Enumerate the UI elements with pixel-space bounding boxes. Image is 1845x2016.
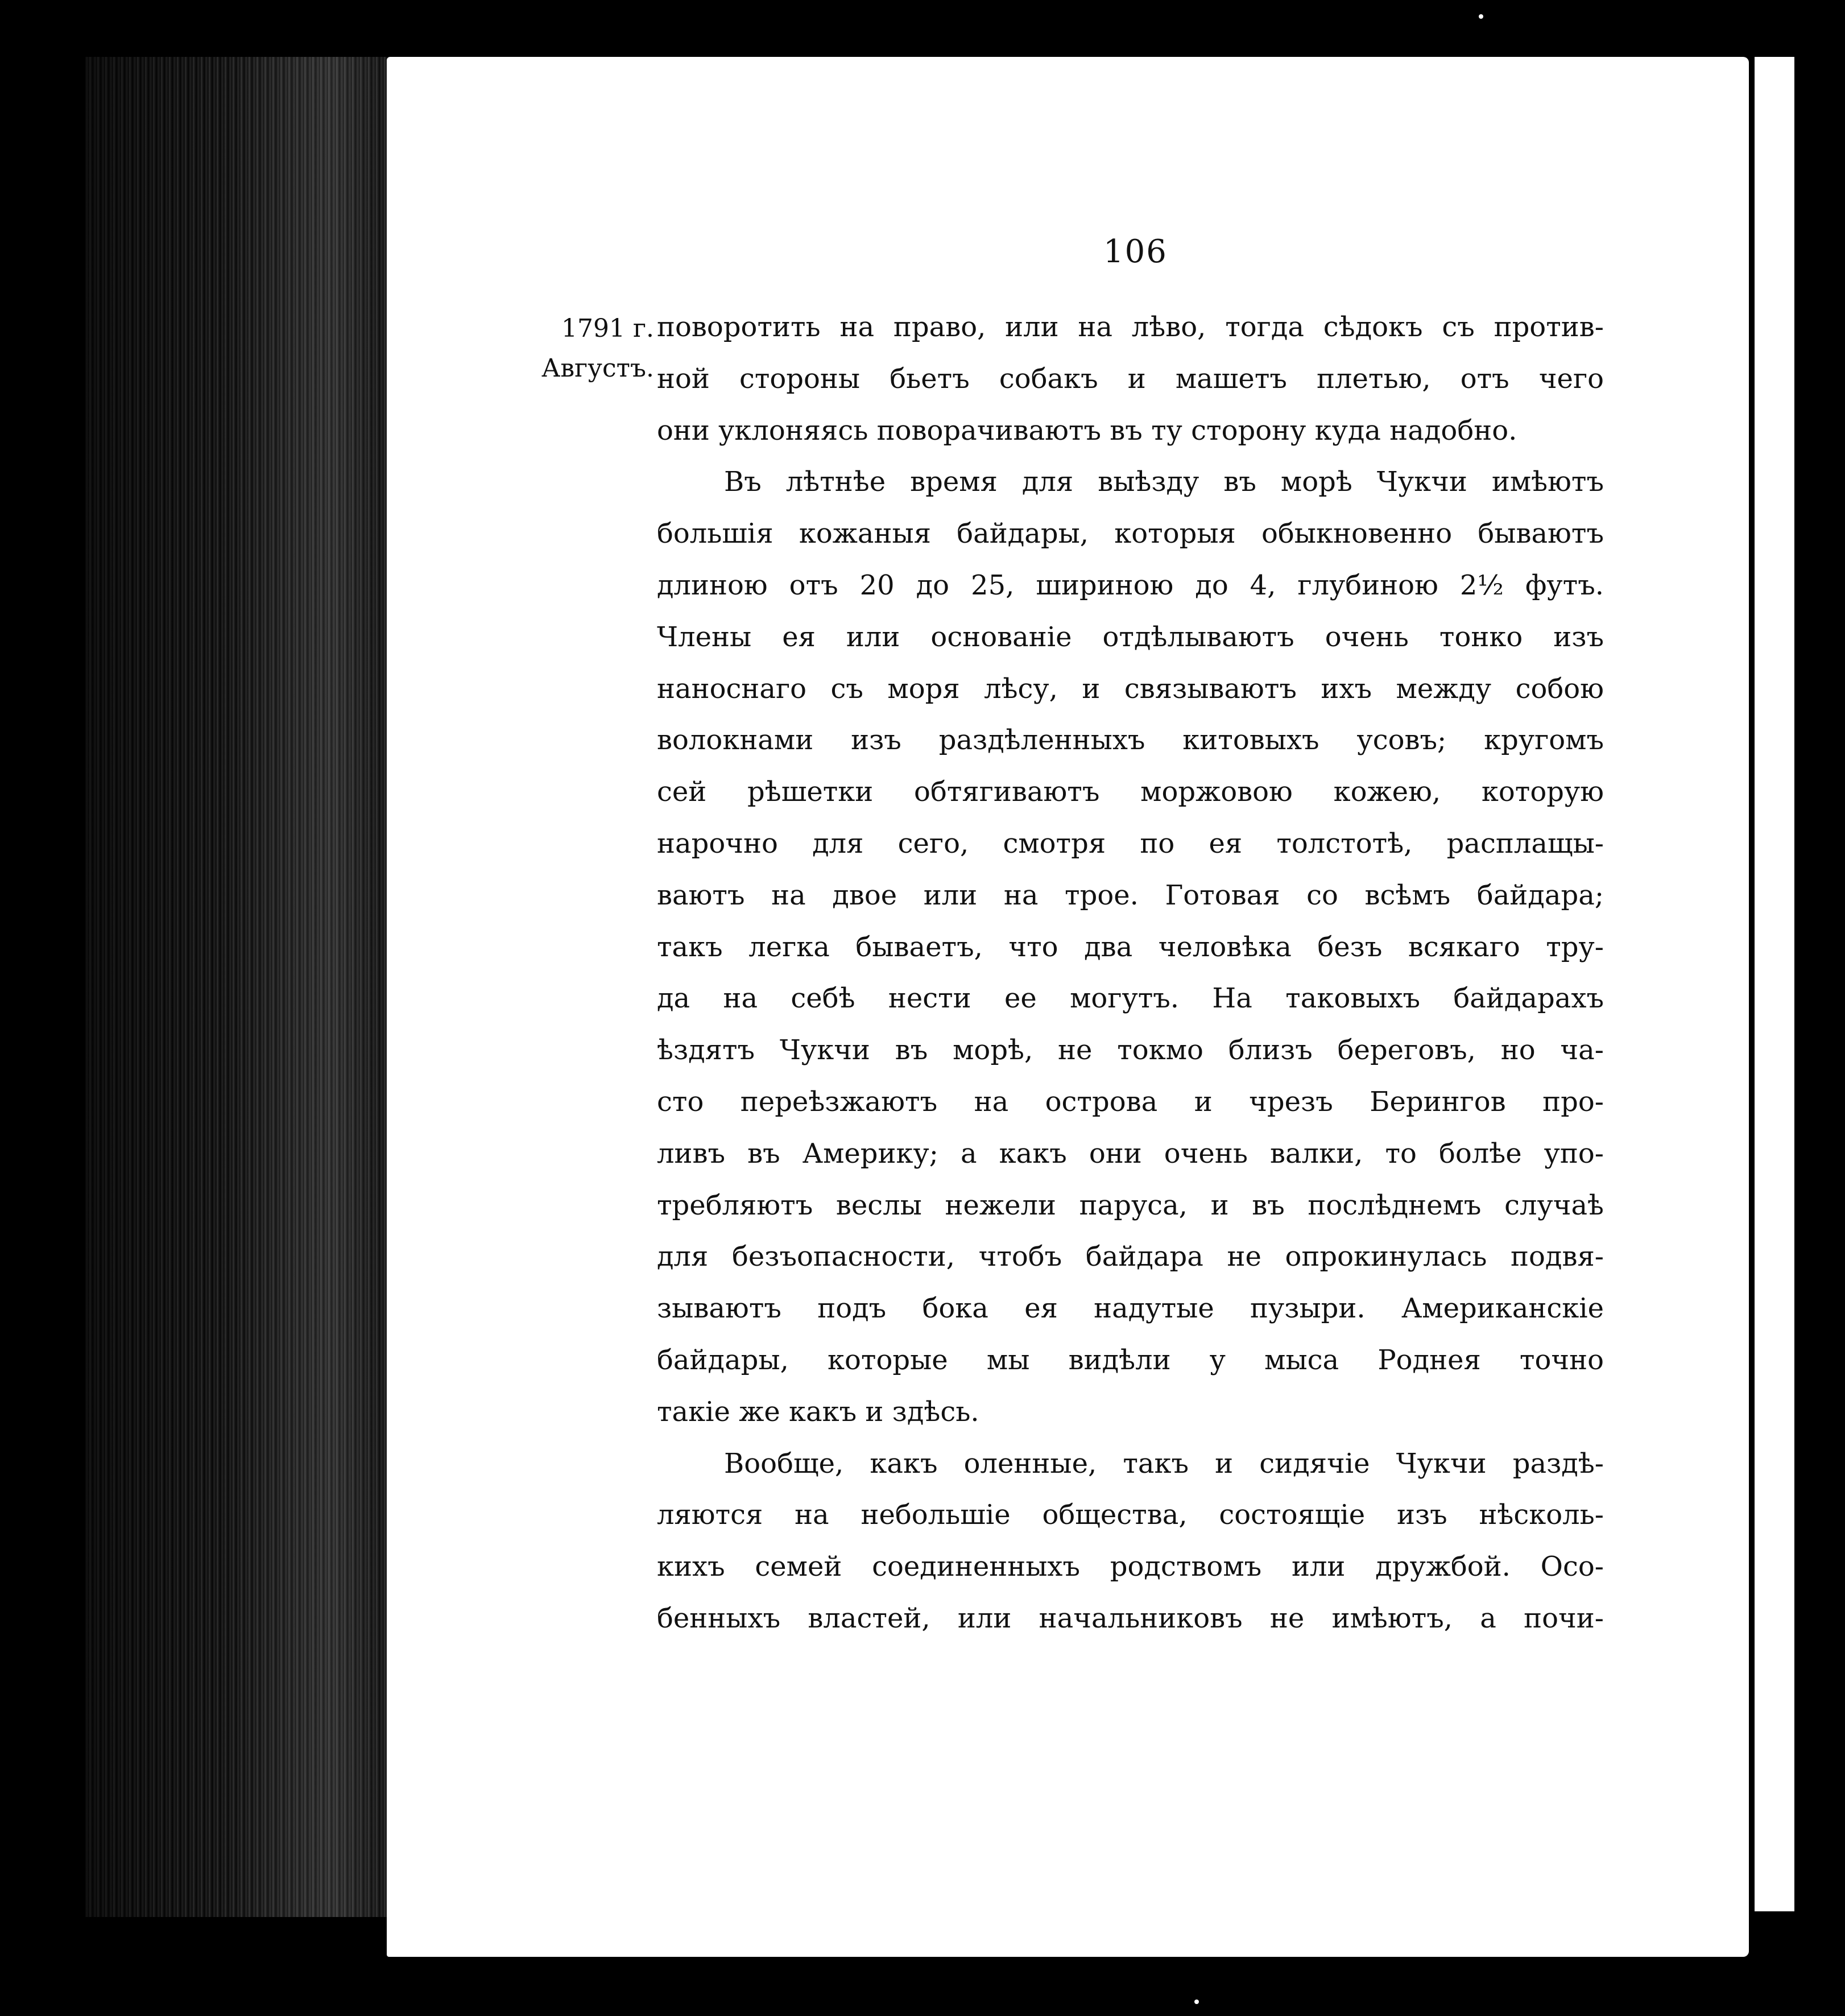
text-line: сто переѣзжаютъ на острова и чрезъ Берингов про-: [657, 1085, 1604, 1118]
text-line: нарочно для сего, смотря по ея толстотѣ, расплащы-: [657, 827, 1604, 860]
text-line: ѣздятъ Чукчи въ морѣ, не токмо близъ береговъ, но ча-: [657, 1034, 1604, 1067]
text-line: байдары, которые мы видѣли у мыса Роднея точно: [657, 1344, 1604, 1376]
text-line: поворотить на право, или на лѣво, тогда сѣдокъ съ против-: [657, 311, 1604, 343]
margin-note: [523, 309, 654, 389]
text-line: волокнами изъ раздѣленныхъ китовыхъ усовъ; кругомъ: [657, 724, 1604, 757]
text-line: ваютъ на двое или на трое. Готовая со всѣмъ байдара;: [657, 879, 1604, 911]
text-line: длиною отъ 20 до 25, шириною до 4, глубиною 2½ футъ.: [657, 569, 1604, 601]
text-line: зываютъ подъ бока ея надутые пузыри. Американскіе: [657, 1292, 1604, 1325]
text-line: бенныхъ властей, или начальниковъ не имѣютъ, а почи-: [657, 1602, 1604, 1634]
text-line: ливъ въ Америку; а какъ они очень валки, то болѣе упо-: [657, 1137, 1604, 1170]
scan-speck: [1194, 2000, 1199, 2004]
text-line: Вообще, какъ оленные, такъ и сидячіе Чукчи раздѣ-: [724, 1447, 1604, 1480]
margin-note-month: Августъ.: [541, 354, 654, 383]
scan-speck: [1479, 14, 1483, 19]
text-line: требляютъ веслы нежели паруса, и въ послѣднемъ случаѣ: [657, 1189, 1604, 1221]
body-text: [657, 301, 1604, 1645]
text-line: кихъ семей соединенныхъ родствомъ или дружбой. Осо-: [657, 1551, 1604, 1583]
text-line: такъ легка бываетъ, что два человѣка безъ всякаго тру-: [657, 931, 1604, 963]
text-line: для безъопасности, чтобъ байдара не опрокинулась подвя-: [657, 1241, 1604, 1273]
text-line: такіе же какъ и здѣсь.: [657, 1395, 979, 1428]
text-line: Члены ея или основаніе отдѣлываютъ очень тонко изъ: [657, 621, 1604, 653]
margin-note-year: 1791 г.: [561, 314, 654, 343]
page-number: 106: [1103, 233, 1168, 270]
text-line: да на себѣ нести ее могутъ. На таковыхъ байдарахъ: [657, 982, 1604, 1015]
text-line: Въ лѣтнѣе время для выѣзду въ морѣ Чукчи имѣютъ: [724, 466, 1604, 498]
text-line: наноснаго съ моря лѣсу, и связываютъ ихъ между собою: [657, 672, 1604, 705]
spine-shading: [85, 57, 395, 1917]
text-line: большія кожаныя байдары, которыя обыкновенно бываютъ: [657, 518, 1604, 550]
facing-page-edge: [1755, 57, 1794, 1911]
text-line: ной стороны бьетъ собакъ и машетъ плетью, отъ чего: [657, 362, 1604, 395]
text-line: ляются на небольшіе общества, состоящіе изъ нѣсколь-: [657, 1499, 1604, 1531]
text-line: они уклоняясь поворачиваютъ въ ту сторону куда надобно.: [657, 414, 1517, 447]
text-line: сей рѣшетки обтягиваютъ моржовою кожею, которую: [657, 776, 1604, 808]
